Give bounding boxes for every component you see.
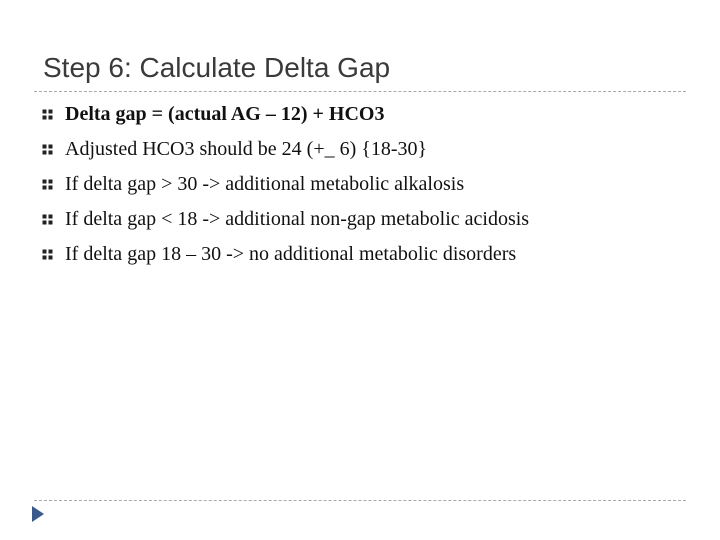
square-bullet-icon xyxy=(42,144,53,155)
bullet-item xyxy=(42,132,529,167)
bullet-item xyxy=(42,237,529,272)
bullet-item xyxy=(42,97,529,132)
square-bullet-icon xyxy=(42,179,53,190)
square-bullet-icon xyxy=(42,214,53,225)
title-divider xyxy=(34,91,686,92)
bullet-text: Adjusted HCO3 should be 24 (+_ 6) {18-30} xyxy=(65,138,428,160)
play-arrow-icon[interactable] xyxy=(31,505,45,523)
slide-title: Step 6: Calculate Delta Gap xyxy=(43,52,391,83)
bullet-text: Delta gap = (actual AG – 12) + HCO3 xyxy=(65,103,385,125)
bullet-text: If delta gap < 18 -> additional non-gap metabolic acidosis xyxy=(65,208,530,230)
square-bullet-icon xyxy=(42,109,53,120)
bullet-text: If delta gap > 30 -> additional metabolic alkalosis xyxy=(65,173,465,195)
bullet-list xyxy=(42,97,529,272)
footer-divider xyxy=(34,500,686,501)
bullet-item xyxy=(42,202,529,237)
bullet-text: If delta gap 18 – 30 -> no additional metabolic disorders xyxy=(65,243,517,265)
bullet-item xyxy=(42,167,529,202)
square-bullet-icon xyxy=(42,249,53,260)
